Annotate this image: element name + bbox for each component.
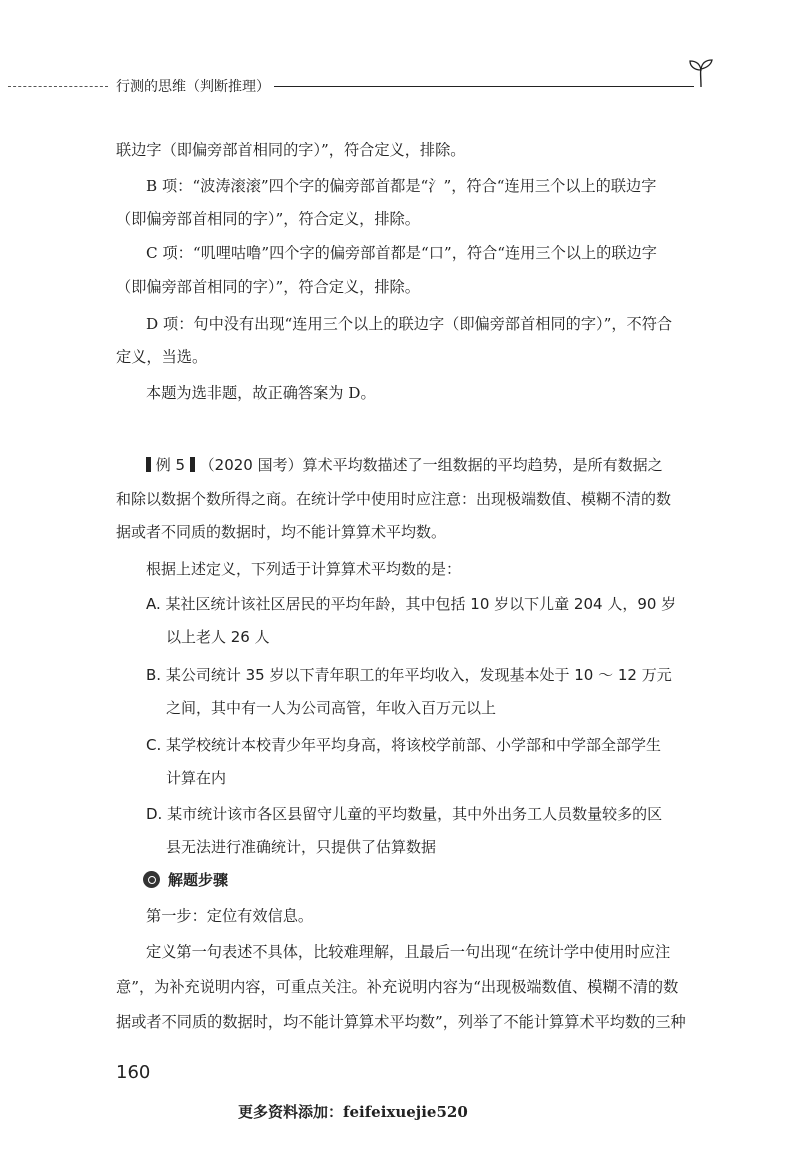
steps-icon [143,871,160,888]
option-d-line1: D. 某市统计该市各区县留守儿童的平均数量，其中外出务工人员数量较多的区 [146,805,663,823]
example-5-line2: 和除以数据个数所得之商。在统计学中使用时应注意：出现极端数值、模糊不清的数 [116,490,672,508]
page-number: 160 [116,1062,151,1083]
option-c-line2: 计算在内 [166,769,227,787]
header-title: 行测的思维（判断推理） [116,79,270,95]
paragraph-continuation: 联边字（即偏旁部首相同的字）”，符合定义，排除。 [116,141,466,159]
header-rule-right [274,86,694,87]
option-c-line1: C. 某学校统计本校青少年平均身高，将该校学前部、小学部和中学部全部学生 [146,736,662,754]
example-5-line1 [146,455,663,475]
sprout-icon [688,58,714,88]
option-b-analysis-line1: B 项：“波涛滚滚”四个字的偏旁部首都是“氵”，符合“连用三个以上的联边字 [146,177,657,195]
option-d-analysis-line2: 定义，当选。 [116,348,208,366]
example-label: 例 5 [155,456,186,474]
option-c-analysis-line1: C 项：“叽哩咕噜”四个字的偏旁部首都是“口”，符合“连用三个以上的联边字 [146,244,657,262]
option-b-line1: B. 某公司统计 35 岁以下青年职工的年平均收入，发现基本处于 10 ～ 12 万元 [146,666,672,684]
step-1-heading: 第一步：定位有效信息。 [146,907,314,925]
option-d-line2: 县无法进行准确统计，只提供了估算数据 [166,838,437,856]
example-text: （2020 国考）算术平均数描述了一组数据的平均趋势，是所有数据之 [199,456,663,474]
option-a-line1: A. 某社区统计该社区居民的平均年龄，其中包括 10 岁以下儿童 204 人，90 岁 [146,595,677,613]
step-1-text-line1: 定义第一句表述不具体，比较难理解，且最后一句出现“在统计学中使用时应注 [146,943,671,961]
option-c-analysis-line2: （即偏旁部首相同的字）”，符合定义，排除。 [116,278,420,296]
step-1-text-line3: 据或者不同质的数据时，均不能计算算术平均数”，列举了不能计算算术平均数的三种 [116,1013,686,1031]
question-stem: 根据上述定义，下列适于计算算术平均数的是： [146,560,462,578]
option-b-line2: 之间，其中有一人为公司高管，年收入百万元以上 [166,699,497,717]
footer-note: 更多资料添加：feifeixuejie520 [238,1103,468,1121]
option-a-line2: 以上老人 26 人 [166,628,270,646]
option-b-analysis-line2: （即偏旁部首相同的字）”，符合定义，排除。 [116,210,420,228]
answer-statement: 本题为选非题，故正确答案为 D。 [146,384,376,402]
steps-heading: 解题步骤 [168,871,229,889]
bar-right [190,457,195,472]
header-rule-left [8,86,108,87]
step-1-text-line2: 意”，为补充说明内容，可重点关注。补充说明内容为“出现极端数值、模糊不清的数 [116,978,679,996]
example-5-line3: 据或者不同质的数据时，均不能计算算术平均数。 [116,523,447,541]
option-d-analysis-line1: D 项：句中没有出现“连用三个以上的联边字（即偏旁部首相同的字）”，不符合 [146,315,673,333]
bar-left [146,457,151,472]
